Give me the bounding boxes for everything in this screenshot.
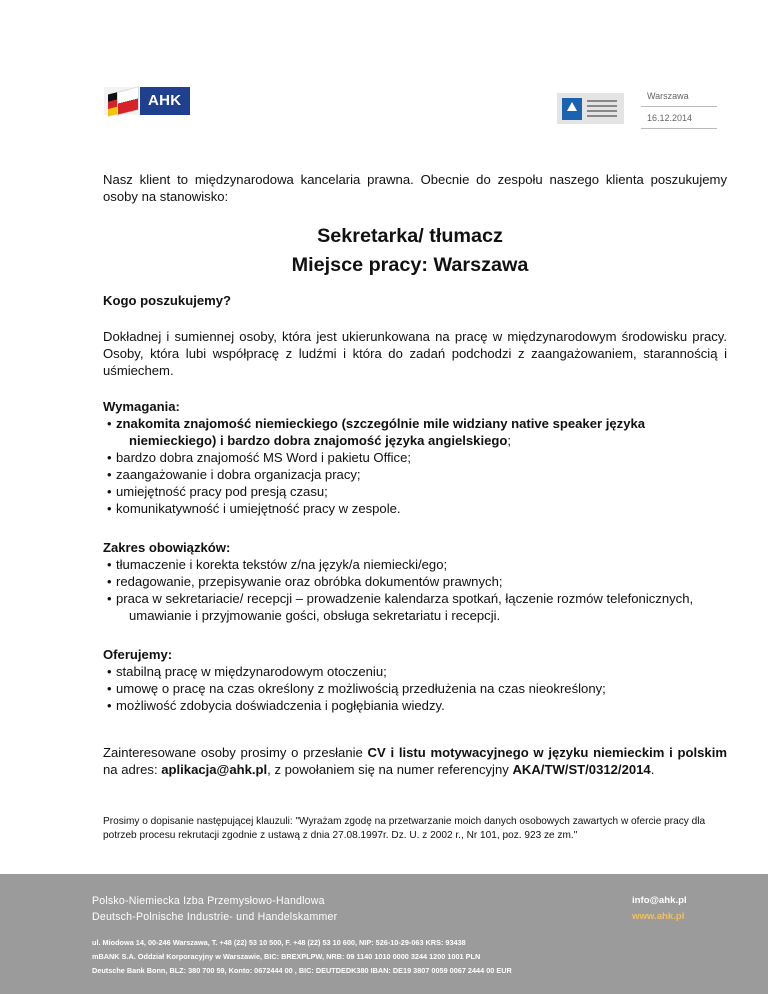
ahk-logo [104,87,190,115]
contact-paragraph: Zainteresowane osoby prosimy o przesłanie CV i listu motywacyjnego w języku niemieckim i polskim na adres: aplikacja@ahk.pl, z powołaniem się na numer referencyjny AKA/TW/ST/0312/2014. [103,745,727,777]
documents-required: CV i listu motywacyjnego w języku niemieckim i polskim [367,745,727,760]
list-item: • umowę o pracę na czas określony z możliwością przedłużenia na czas nieokreślony; [103,680,727,697]
offer-heading: Oferujemy: [103,647,173,662]
requirements-list [103,415,727,517]
polish-flag-icon [118,88,138,115]
tuv-certificate-icon [557,93,624,124]
list-item: • znakomita znajomość niemieckiego (szczególnie mile widziany native speaker języka niemieckiego) i bardzo dobra znajomość języka angielskiego; [103,415,727,449]
duties-heading: Zakres obowiązków: [103,540,231,555]
who-heading: Kogo poszukujemy? [103,293,232,308]
job-title-block [103,222,717,280]
list-item: • zaangażowanie i dobra organizacja pracy; [103,466,727,483]
footer-org-pl: Polsko-Niemiecka Izba Przemysłowo-Handlowa [92,895,325,907]
footer-address-line: mBANK S.A. Oddział Korporacyjny w Warszawie, BIC: BREXPLPW, NRB: 09 1140 1010 0000 3244 1200 1001 PLN [92,952,481,961]
list-item: • stabilną pracę w międzynarodowym otoczeniu; [103,663,727,680]
job-title: Sekretarka/ tłumacz [317,225,503,247]
footer-email-link[interactable]: info@ahk.pl [632,895,687,906]
list-item: • redagowanie, przepisywanie oraz obróbka dokumentów prawnych; [103,573,727,590]
footer-website-link[interactable]: www.ahk.pl [632,911,685,922]
header-city: Warszawa [641,85,717,107]
footer [0,874,768,994]
flags-icon [104,87,140,115]
offer-section [103,646,727,714]
reference-number: AKA/TW/ST/0312/2014 [512,762,651,777]
list-item: • praca w sekretariacie/ recepcji – prowadzenie kalendarza spotkań, łączenie rozmów telefonicznych, umawianie i przyjmowanie gości, obsługa sekretariatu i recepcji. [103,590,727,624]
requirements-section [103,398,727,517]
header-meta [641,85,717,129]
list-item: • tłumaczenie i korekta tekstów z/na język/a niemiecki/ego; [103,556,727,573]
footer-address-line: Deutsche Bank Bonn, BLZ: 380 700 59, Konto: 0672444 00 , BIC: DEUTDEDK380 IBAN: DE19 3807 0059 0067 2444 00 EUR [92,966,512,975]
tuv-triangle-icon [562,98,582,120]
who-text: Dokładnej i sumiennej osoby, która jest ukierunkowana na pracę w międzynarodowym środowisku pracy. Osoby, która lubi współpracę z ludźmi i która do zadań podchodzi z zaangażowaniem, starannością i uśmiechem. [103,329,727,378]
duties-list [103,556,727,624]
footer-address-line: ul. Miodowa 14, 00-246 Warszawa, T. +48 (22) 53 10 500, F. +48 (22) 53 10 600, NIP: 526-10-29-063 KRS: 93438 [92,938,466,947]
job-location: Miejsce pracy: Warszawa [291,254,529,276]
application-email-link[interactable]: aplikacja@ahk.pl [161,762,268,777]
offer-list [103,663,727,714]
intro-text: Nasz klient to międzynarodowa kancelaria prawna. Obecnie do zespołu naszego klienta poszukujemy osoby na stanowisko: [103,172,727,204]
requirement-language: znakomita znajomość niemieckiego (szczególnie mile widziany native speaker języka niemieckiego) i bardzo dobra znajomość języka angielskiego [116,416,646,448]
list-item: • bardzo dobra znajomość MS Word i pakietu Office; [103,449,727,466]
footer-org-de: Deutsch-Polnische Industrie- und Handelskammer [92,911,338,923]
header-date: 16.12.2014 [641,107,717,129]
list-item: • umiejętność pracy pod presją czasu; [103,483,727,500]
logo-text: AHK [140,87,190,115]
list-item: • możliwość zdobycia doświadczenia i pogłębiania wiedzy. [103,697,727,714]
requirements-heading: Wymagania: [103,399,180,414]
consent-clause: Prosimy o dopisanie następującej klauzuli: "Wyrażam zgodę na przetwarzanie moich danych osobowych zawartych w ofercie pracy dla potrzeb procesu rekrutacji zgodnie z ustawą z dnia 27.08.1997r. Dz. U. z 2002 r., Nr 101, poz. 923 ze zm." [103,816,706,841]
duties-section [103,539,727,624]
footer-address [92,936,512,978]
list-item: • komunikatywność i umiejętność pracy w zespole. [103,500,727,517]
